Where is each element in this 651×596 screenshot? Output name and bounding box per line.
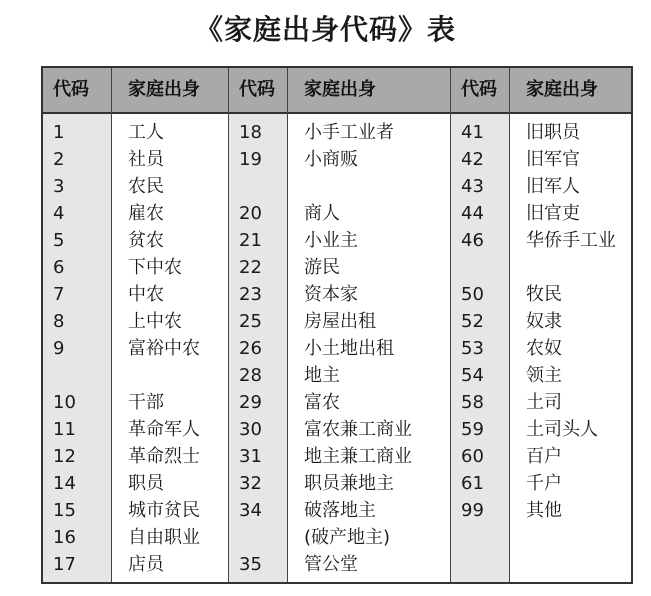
- origin-cell: 社员: [128, 149, 164, 170]
- origin-cell: 小手工业者: [304, 122, 394, 143]
- origin-cell: 上中农: [128, 311, 182, 332]
- code-cell: 53: [461, 338, 484, 359]
- code-cell: 28: [239, 365, 262, 386]
- origin-cell: 富裕中农: [128, 338, 200, 359]
- code-cell: 30: [239, 419, 262, 440]
- code-cell: 5: [53, 230, 65, 251]
- origin-cell: 房屋出租: [304, 311, 376, 332]
- code-cell: 58: [461, 392, 484, 413]
- origin-cell: 自由职业: [128, 527, 200, 548]
- column-divider: [287, 68, 288, 582]
- origin-cell: 旧职员: [526, 122, 580, 143]
- origin-cell: 土司: [526, 392, 562, 413]
- origin-cell: 领主: [526, 365, 562, 386]
- code-cell: 23: [239, 284, 262, 305]
- code-cell: 59: [461, 419, 484, 440]
- origin-cell: 店员: [128, 554, 164, 575]
- code-cell: 21: [239, 230, 262, 251]
- code-cell: 43: [461, 176, 484, 197]
- origin-cell: 地主兼工商业: [304, 446, 412, 467]
- code-cell: 60: [461, 446, 484, 467]
- origin-code-table: [41, 66, 633, 584]
- origin-cell: 职员: [128, 473, 164, 494]
- code-cell: 50: [461, 284, 484, 305]
- code-cell: 4: [53, 203, 65, 224]
- origin-cell: 小业主: [304, 230, 358, 251]
- code-cell: 2: [53, 149, 65, 170]
- header-origin: 家庭出身: [304, 79, 376, 100]
- code-cell: 42: [461, 149, 484, 170]
- code-cell: 14: [53, 473, 76, 494]
- origin-cell: 旧军人: [526, 176, 580, 197]
- code-cell: 52: [461, 311, 484, 332]
- origin-cell: 职员兼地主: [304, 473, 394, 494]
- origin-cell: 工人: [128, 122, 164, 143]
- origin-cell: 富农: [304, 392, 340, 413]
- column-divider: [509, 68, 510, 582]
- code-cell: 16: [53, 527, 76, 548]
- column-divider: [450, 68, 451, 582]
- code-cell: 17: [53, 554, 76, 575]
- code-cell: 8: [53, 311, 65, 332]
- code-cell: 31: [239, 446, 262, 467]
- code-cell: 29: [239, 392, 262, 413]
- code-cell: 19: [239, 149, 262, 170]
- code-cell: 10: [53, 392, 76, 413]
- code-cell: 7: [53, 284, 65, 305]
- origin-cell: 土司头人: [526, 419, 598, 440]
- origin-cell: 下中农: [128, 257, 182, 278]
- code-cell: 99: [461, 500, 484, 521]
- origin-cell: 商人: [304, 203, 340, 224]
- code-cell: 44: [461, 203, 484, 224]
- origin-cell: 小土地出租: [304, 338, 394, 359]
- origin-cell: 资本家: [304, 284, 358, 305]
- origin-cell: 千户: [526, 473, 562, 494]
- origin-cell: 中农: [128, 284, 164, 305]
- origin-cell: 旧官吏: [526, 203, 580, 224]
- column-divider: [111, 68, 112, 582]
- code-cell: 54: [461, 365, 484, 386]
- code-cell: 22: [239, 257, 262, 278]
- origin-cell: 百户: [526, 446, 562, 467]
- header-origin: 家庭出身: [128, 79, 200, 100]
- code-cell: 1: [53, 122, 65, 143]
- column-divider: [228, 68, 229, 582]
- code-cell: 3: [53, 176, 65, 197]
- page-title: 《家庭出身代码》表: [194, 13, 456, 46]
- code-cell: 35: [239, 554, 262, 575]
- origin-cell: 农奴: [526, 338, 562, 359]
- code-cell: 34: [239, 500, 262, 521]
- code-cell: 9: [53, 338, 65, 359]
- origin-cell: 破落地主: [304, 500, 376, 521]
- origin-cell: 牧民: [526, 284, 562, 305]
- code-cell: 61: [461, 473, 484, 494]
- header-code: 代码: [53, 79, 89, 100]
- code-cell: 26: [239, 338, 262, 359]
- code-cell: 6: [53, 257, 65, 278]
- origin-cell: 游民: [304, 257, 340, 278]
- code-cell: 12: [53, 446, 76, 467]
- code-cell: 25: [239, 311, 262, 332]
- code-cell: 46: [461, 230, 484, 251]
- origin-cell: 革命烈士: [128, 446, 200, 467]
- origin-cell: 地主: [304, 365, 340, 386]
- header-code: 代码: [461, 79, 497, 100]
- origin-cell: 革命军人: [128, 419, 200, 440]
- origin-cell: 小商贩: [304, 149, 358, 170]
- code-cell: 15: [53, 500, 76, 521]
- origin-cell: 奴隶: [526, 311, 562, 332]
- code-cell: 11: [53, 419, 76, 440]
- origin-cell: 城市贫民: [128, 500, 200, 521]
- origin-cell: 农民: [128, 176, 164, 197]
- code-cell: 32: [239, 473, 262, 494]
- origin-cell: 贫农: [128, 230, 164, 251]
- origin-cell: (破产地主): [304, 527, 391, 548]
- code-cell: 18: [239, 122, 262, 143]
- code-cell: 41: [461, 122, 484, 143]
- header-origin: 家庭出身: [526, 79, 598, 100]
- origin-cell: 旧军官: [526, 149, 580, 170]
- header-code: 代码: [239, 79, 275, 100]
- origin-cell: 其他: [526, 500, 562, 521]
- code-cell: 20: [239, 203, 262, 224]
- origin-cell: 富农兼工商业: [304, 419, 412, 440]
- origin-cell: 干部: [128, 392, 164, 413]
- origin-cell: 雇农: [128, 203, 164, 224]
- origin-cell: 华侨手工业: [526, 230, 616, 251]
- origin-cell: 管公堂: [304, 554, 358, 575]
